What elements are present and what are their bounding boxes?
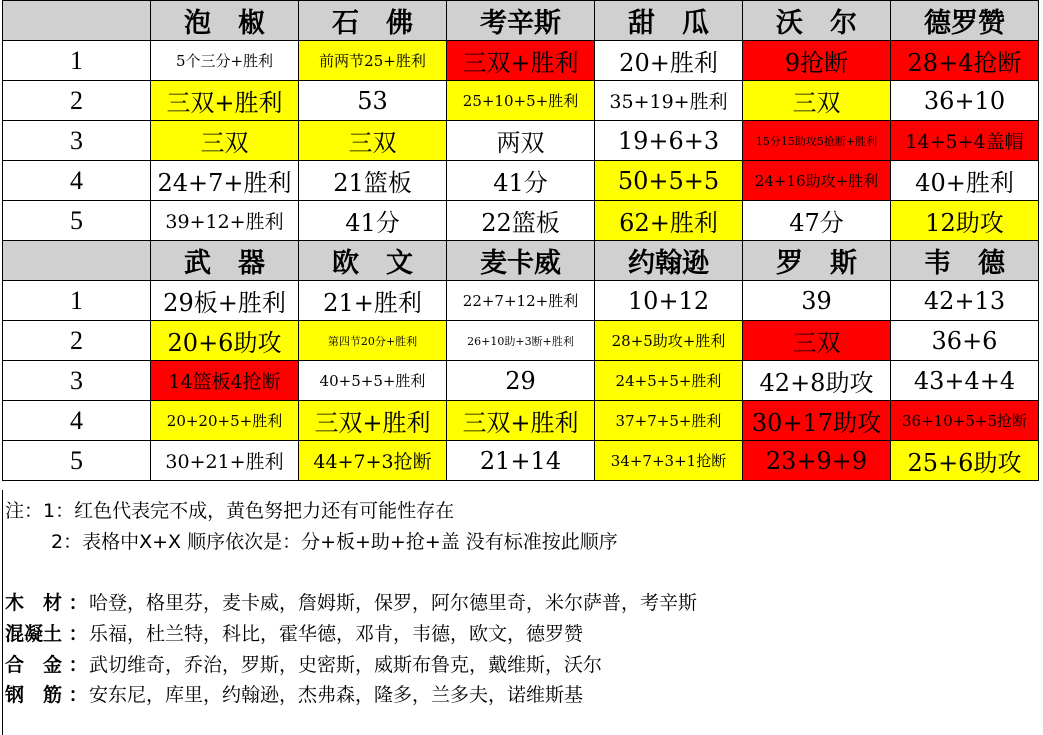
category-row-concrete [5, 619, 583, 646]
table-cell: 15分15助攻5抢断+胜利 [743, 121, 891, 161]
table-cell: 39 [743, 281, 891, 321]
table-cell: 第四节20分+胜利 [299, 321, 447, 361]
category-row-steel [5, 680, 583, 707]
table-cell: 30+21+胜利 [151, 441, 299, 481]
table-cell: 47分 [743, 201, 891, 241]
row-number: 4 [3, 161, 151, 201]
table-cell: 43+4+4 [891, 361, 1039, 401]
table-cell: 29板+胜利 [151, 281, 299, 321]
table-cell: 21+胜利 [299, 281, 447, 321]
table-cell: 三双 [743, 321, 891, 361]
player-header: 武 器 [151, 241, 299, 281]
table-row [3, 81, 1039, 121]
table-cell: 22+7+12+胜利 [447, 281, 595, 321]
table-cell: 39+12+胜利 [151, 201, 299, 241]
table-row [3, 201, 1039, 241]
note-line-2: 2：表格中X+X 顺序依次是：分+板+助+抢+盖 没有标准按此顺序 [51, 531, 618, 553]
row-number: 2 [3, 321, 151, 361]
table-cell: 29 [447, 361, 595, 401]
header-blank-cell [3, 1, 151, 41]
table-cell: 23+9+9 [743, 441, 891, 481]
table-cell: 30+17助攻 [743, 401, 891, 441]
row-number: 3 [3, 361, 151, 401]
category-players: 武切维奇，乔治，罗斯，史密斯，威斯布鲁克，戴维斯，沃尔 [89, 654, 603, 676]
table-cell: 40+胜利 [891, 161, 1039, 201]
table-cell: 19+6+3 [595, 121, 743, 161]
table-row [3, 401, 1039, 441]
table-cell: 12助攻 [891, 201, 1039, 241]
row-number: 5 [3, 441, 151, 481]
table-cell: 三双 [151, 121, 299, 161]
table-row [3, 281, 1039, 321]
table-row [3, 441, 1039, 481]
table-cell: 20+6助攻 [151, 321, 299, 361]
category-row-wood [5, 588, 697, 615]
table-cell: 36+10 [891, 81, 1039, 121]
notes-block [5, 496, 618, 558]
table-cell: 9抢断 [743, 41, 891, 81]
table2-header-row [3, 241, 1039, 281]
table-cell: 20+20+5+胜利 [151, 401, 299, 441]
table-cell: 三双+胜利 [447, 401, 595, 441]
player-header: 欧 文 [299, 241, 447, 281]
player-header: 石 佛 [299, 1, 447, 41]
table-cell: 41分 [299, 201, 447, 241]
table-row [3, 121, 1039, 161]
player-header: 沃 尔 [743, 1, 891, 41]
table-cell: 三双 [743, 81, 891, 121]
player-header: 甜 瓜 [595, 1, 743, 41]
table-cell: 14+5+4盖帽 [891, 121, 1039, 161]
table-cell: 三双+胜利 [151, 81, 299, 121]
table-cell: 62+胜利 [595, 201, 743, 241]
category-label: 合 金 ： [5, 654, 88, 676]
table-cell: 14篮板4抢断 [151, 361, 299, 401]
table-cell: 三双+胜利 [447, 41, 595, 81]
player-header: 泡 椒 [151, 1, 299, 41]
table-cell: 20+胜利 [595, 41, 743, 81]
table-cell: 两双 [447, 121, 595, 161]
table-cell: 24+7+胜利 [151, 161, 299, 201]
table1-header-row [3, 1, 1039, 41]
table-cell: 25+6助攻 [891, 441, 1039, 481]
table-cell: 5个三分+胜利 [151, 41, 299, 81]
row-number: 1 [3, 281, 151, 321]
table-cell: 24+5+5+胜利 [595, 361, 743, 401]
row-number: 5 [3, 201, 151, 241]
row-number: 1 [3, 41, 151, 81]
table-cell: 三双+胜利 [299, 401, 447, 441]
table-cell: 前两节25+胜利 [299, 41, 447, 81]
table-cell: 41分 [447, 161, 595, 201]
table-cell: 35+19+胜利 [595, 81, 743, 121]
row-number: 2 [3, 81, 151, 121]
category-players: 乐福，杜兰特，科比，霍华德，邓肯，韦德，欧文，德罗赞 [89, 623, 584, 645]
table-cell: 28+4抢断 [891, 41, 1039, 81]
table-row [3, 41, 1039, 81]
category-label: 混凝土 ： [5, 623, 88, 645]
player-header: 罗 斯 [743, 241, 891, 281]
table-cell: 10+12 [595, 281, 743, 321]
table-cell: 24+16助攻+胜利 [743, 161, 891, 201]
player-header: 韦 德 [891, 241, 1039, 281]
table-cell: 36+10+5+5抢断 [891, 401, 1039, 441]
table-cell: 25+10+5+胜利 [447, 81, 595, 121]
player-header: 德罗赞 [891, 1, 1039, 41]
category-label: 钢 筋 ： [5, 684, 88, 706]
table-cell: 40+5+5+胜利 [299, 361, 447, 401]
table-cell: 37+7+5+胜利 [595, 401, 743, 441]
row-number: 4 [3, 401, 151, 441]
table-cell: 三双 [299, 121, 447, 161]
table-cell: 22篮板 [447, 201, 595, 241]
table-cell: 42+13 [891, 281, 1039, 321]
category-row-alloy [5, 650, 602, 677]
table-cell: 44+7+3抢断 [299, 441, 447, 481]
challenge-table [2, 0, 1039, 481]
player-header: 考辛斯 [447, 1, 595, 41]
table-cell: 28+5助攻+胜利 [595, 321, 743, 361]
category-players: 安东尼，库里，约翰逊，杰弗森，隆多，兰多夫，诺维斯基 [89, 684, 584, 706]
row-number: 3 [3, 121, 151, 161]
note-line-1: 注：1：红色代表完不成，黄色努把力还有可能性存在 [5, 500, 455, 522]
table-row [3, 161, 1039, 201]
category-label: 木 材 ： [5, 592, 88, 614]
table-cell: 53 [299, 81, 447, 121]
table-cell: 21篮板 [299, 161, 447, 201]
table-cell: 36+6 [891, 321, 1039, 361]
left-border-line [2, 490, 3, 735]
table-row [3, 361, 1039, 401]
table-row [3, 321, 1039, 361]
table-cell: 34+7+3+1抢断 [595, 441, 743, 481]
table-cell: 50+5+5 [595, 161, 743, 201]
header-blank-cell [3, 241, 151, 281]
category-players: 哈登，格里芬，麦卡威，詹姆斯，保罗，阿尔德里奇，米尔萨普，考辛斯 [89, 592, 698, 614]
table-cell: 42+8助攻 [743, 361, 891, 401]
table-cell: 26+10助+3断+胜利 [447, 321, 595, 361]
table-cell: 21+14 [447, 441, 595, 481]
player-header: 约翰逊 [595, 241, 743, 281]
player-header: 麦卡威 [447, 241, 595, 281]
